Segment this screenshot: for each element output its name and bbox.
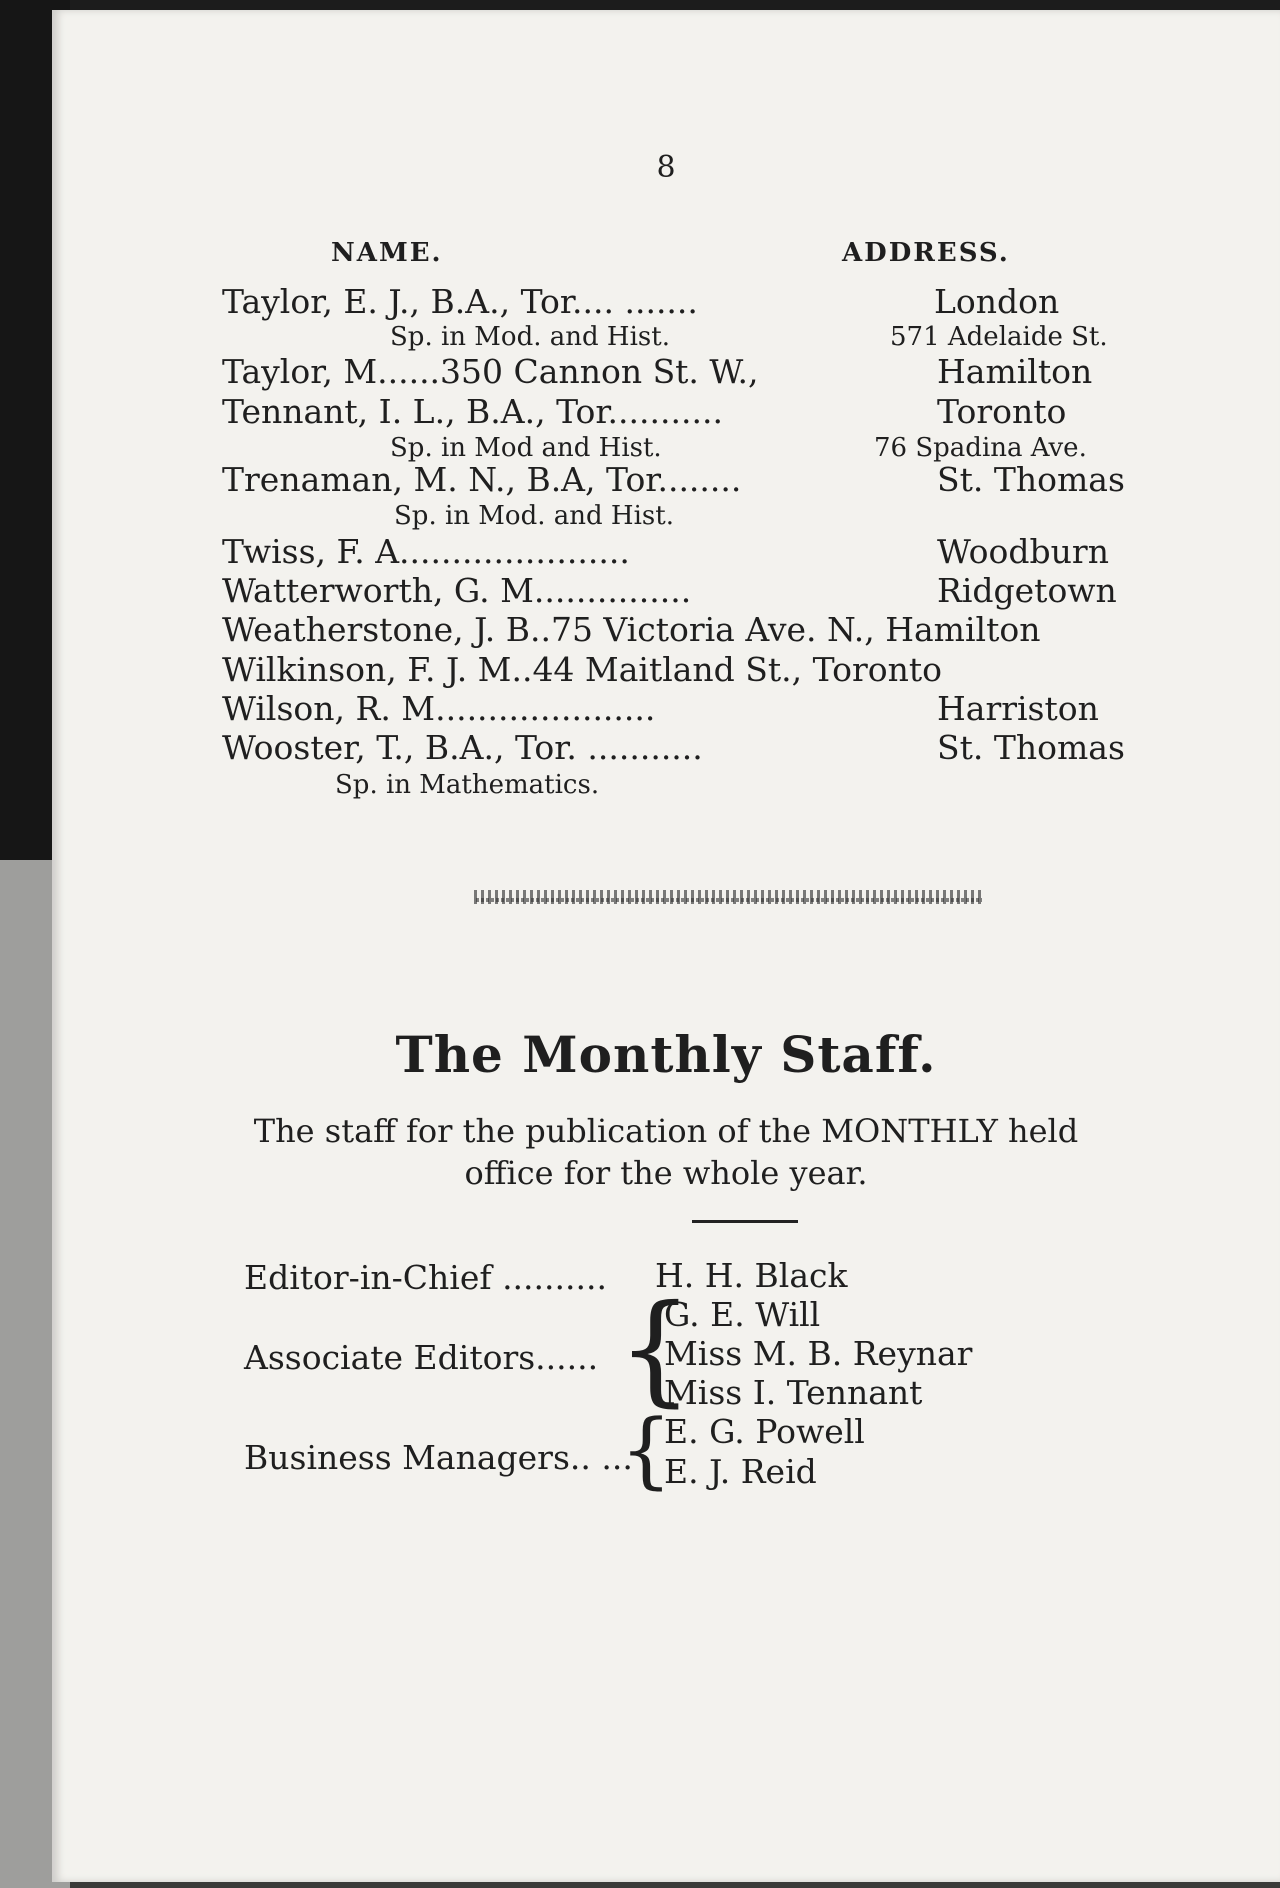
- entry-name: Twiss, F. A......................: [222, 532, 630, 571]
- entry-name: Wilson, R. M.....................: [222, 689, 656, 728]
- list-item: [222, 532, 1212, 572]
- entry-name: Watterworth, G. M...............: [222, 571, 692, 610]
- brace-icon: {: [620, 1403, 673, 1498]
- entry-note: Sp. in Mod. and Hist.: [390, 322, 670, 352]
- entry-name: Taylor, E. J., B.A., Tor.... .......: [222, 282, 698, 321]
- list-item: [222, 650, 1212, 690]
- entry-address: Harriston: [937, 689, 1099, 728]
- list-item: [222, 282, 1212, 322]
- entry-name: Wooster, T., B.A., Tor. ...........: [222, 728, 703, 767]
- business-label: Business Managers.. ...: [244, 1438, 633, 1477]
- ornamental-divider-dots: [474, 898, 982, 902]
- entry-address: Ridgetown: [937, 571, 1117, 610]
- brace-icon: {: [617, 1280, 694, 1419]
- address-column-header: ADDRESS.: [842, 238, 1010, 268]
- list-item: [222, 460, 1212, 500]
- document-page: [52, 10, 1280, 1882]
- business-name: E. J. Reid: [664, 1452, 817, 1491]
- list-item: [222, 392, 1212, 432]
- entry-address: Toronto: [937, 392, 1067, 431]
- editor-label: Editor-in-Chief ..........: [244, 1258, 607, 1297]
- entry-name: Trenaman, M. N., B.A, Tor........: [222, 460, 742, 499]
- section-intro: [52, 1110, 1280, 1194]
- list-item: [222, 728, 1212, 768]
- list-item: [222, 571, 1212, 611]
- associate-label: Associate Editors......: [244, 1338, 599, 1377]
- entry-note: Sp. in Mathematics.: [335, 770, 600, 800]
- list-item: [222, 689, 1212, 729]
- intro-line: The staff for the publication of the MONTHLY held: [253, 1112, 1079, 1150]
- associate-name: Miss M. B. Reynar: [664, 1334, 973, 1373]
- page-number: 8: [656, 150, 676, 185]
- entry-note: Sp. in Mod and Hist.: [390, 433, 662, 463]
- entry-note: Sp. in Mod. and Hist.: [394, 501, 674, 531]
- entry-name: Weatherstone, J. B..75 Victoria Ave. N., Hamilton: [222, 610, 1041, 649]
- list-item: [222, 610, 1212, 650]
- section-title: The Monthly Staff.: [395, 1025, 937, 1084]
- entry-address: St. Thomas: [937, 460, 1125, 499]
- business-name: E. G. Powell: [664, 1412, 865, 1451]
- horizontal-rule: [692, 1220, 798, 1223]
- entry-name: Wilkinson, F. J. M..44 Maitland St., Toronto: [222, 650, 942, 689]
- entry-address: Woodburn: [937, 532, 1109, 571]
- entry-address: London: [934, 282, 1060, 321]
- entry-address: St. Thomas: [937, 728, 1125, 767]
- associate-name: Miss I. Tennant: [664, 1373, 923, 1412]
- entry-street: 76 Spadina Ave.: [874, 433, 1087, 463]
- name-column-header: NAME.: [331, 238, 443, 268]
- intro-line: office for the whole year.: [464, 1154, 868, 1192]
- editor-name: H. H. Black: [655, 1256, 848, 1295]
- entry-address: Hamilton: [937, 352, 1093, 391]
- associate-name: G. E. Will: [664, 1295, 821, 1334]
- entry-name: Tennant, I. L., B.A., Tor...........: [222, 392, 723, 431]
- entry-street: 571 Adelaide St.: [890, 322, 1108, 352]
- entry-name: Taylor, M......350 Cannon St. W.,: [222, 352, 759, 391]
- list-item: [222, 352, 1212, 392]
